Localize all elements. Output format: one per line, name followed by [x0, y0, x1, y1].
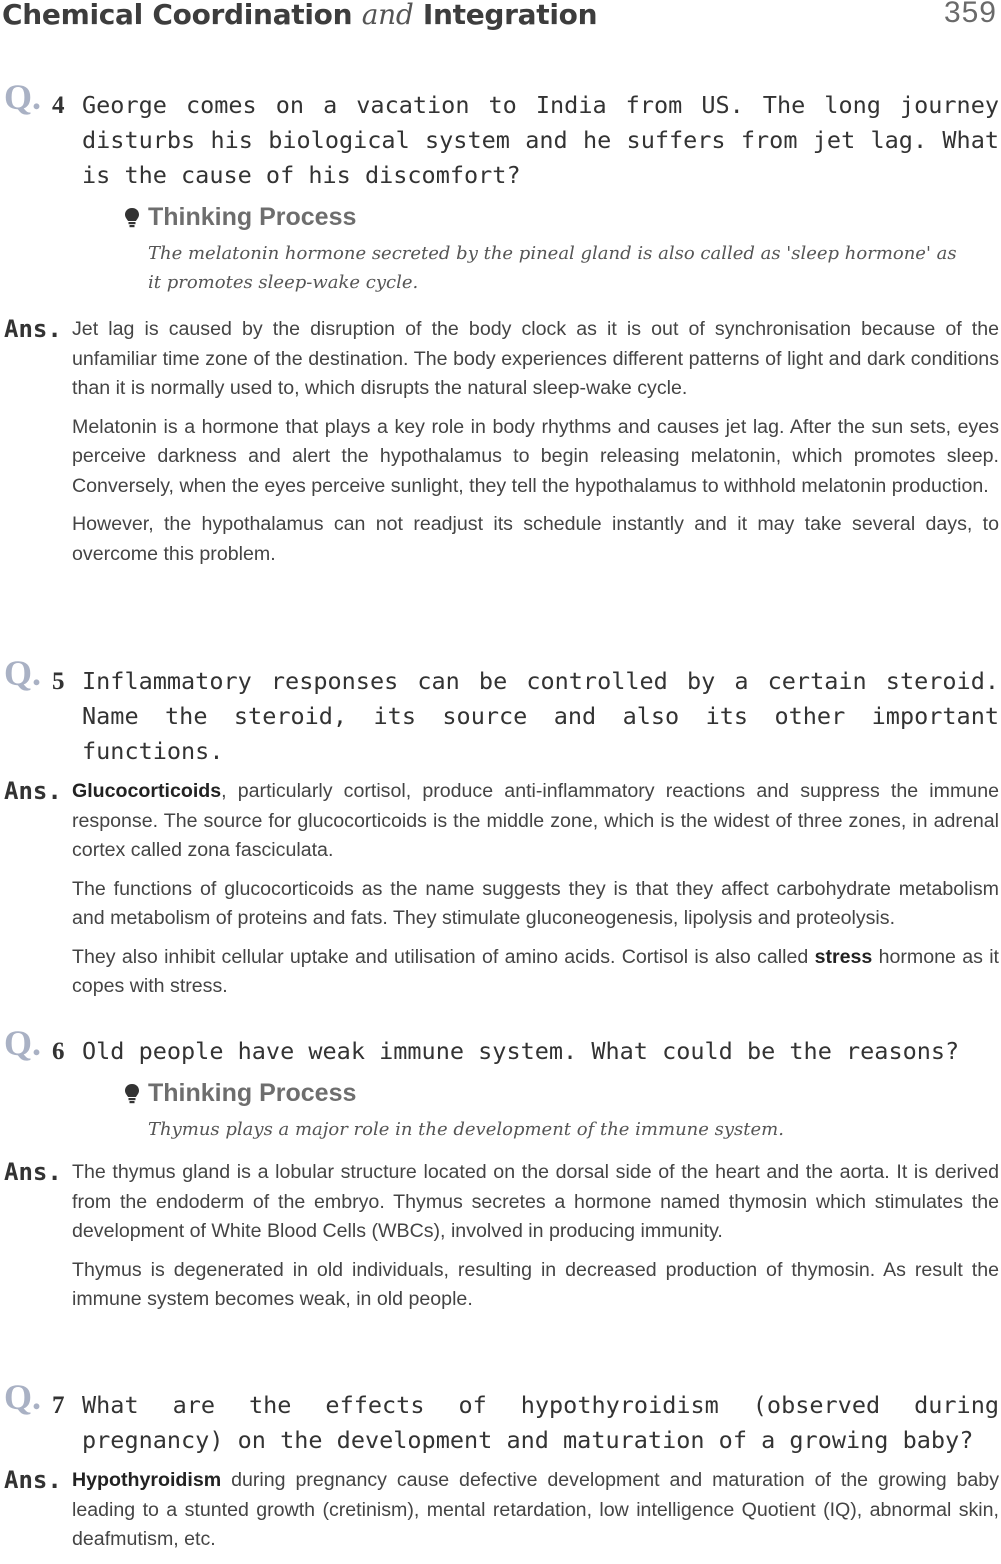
question-number: 4 — [52, 92, 65, 119]
question-4 — [0, 77, 1001, 193]
page-number: 359 — [943, 0, 997, 29]
answer-paragraph: The functions of glucocorticoids as the name suggests they is that they affect carbohydrate metabolism and metabolism of proteins and fats. They stimulate gluconeogenesis, lipolysis and proteolysis. — [72, 877, 999, 929]
question-7-block — [0, 1377, 1001, 1564]
thinking-process — [122, 1077, 1001, 1144]
question-mark: Q. — [4, 77, 42, 117]
bold-term: Hypothyroidism — [72, 1469, 222, 1491]
answer-paragraph: However, the hypothalamus can not readjust its schedule instantly and it may take several days, to overcome this problem. — [72, 513, 999, 565]
question-5-block — [0, 653, 1001, 1011]
answer-text: , particularly cortisol, produce anti-inflammatory reactions and suppress the immune response. The source for glucocorticoids is the middle zone, which is the widest of three zones, in adrenal cortex called zona fasciculata. — [72, 780, 999, 861]
question-5 — [0, 653, 1001, 769]
answer-4 — [0, 315, 1001, 569]
answer-label: Ans. — [4, 315, 62, 343]
question-number: 5 — [52, 668, 65, 695]
lightbulb-icon — [124, 207, 140, 229]
bold-term: Glucocorticoids — [72, 780, 222, 802]
question-text: George comes on a vacation to India from US. The long journey disturbs his biological system and he suffers from jet lag. What is the cause of his discomfort? — [82, 91, 999, 189]
answer-paragraph: Thymus is degenerated in old individuals, resulting in decreased production of thymosin. As result the immune system becomes weak, in old people. — [72, 1258, 999, 1310]
answer-paragraph: Jet lag is caused by the disruption of the body clock as it is out of synchronisation because of the unfamiliar time zone of the destination. The body experiences different patterns of light and dark conditions than it is normally used to, which disrupts the natural sleep-wake cycle. — [72, 318, 999, 399]
chapter-title-part1: Chemical Coordination — [2, 0, 362, 31]
question-7 — [0, 1377, 1001, 1458]
chapter-title-and: and — [361, 0, 414, 31]
question-number: 6 — [52, 1038, 65, 1065]
answer-text: during pregnancy cause defective development and maturation of the growing baby leading to a stunted growth (cretinism), mental retardation, low intelligence Quotient (IQ), abnormal skin, deafmutism, etc. — [72, 1469, 999, 1550]
lightbulb-icon — [124, 1083, 140, 1105]
answer-paragraph: The thymus gland is a lobular structure located on the dorsal side of the heart and the aorta. It is derived from the endoderm of the embryo. Thymus secretes a hormone named thymosin which stimulates the development of White Blood Cells (WBCs), involved in producing immunity. — [72, 1161, 999, 1242]
question-mark: Q. — [4, 1023, 42, 1063]
answer-label: Ans. — [4, 777, 62, 805]
question-text: What are the effects of hypothyroidism (observed during pregnancy) on the development and maturation of a growing baby? — [82, 1391, 999, 1454]
answer-text: They also inhibit cellular uptake and utilisation of amino acids. Cortisol is also called — [72, 945, 815, 968]
thinking-process-heading — [122, 1077, 1001, 1109]
thinking-heading-text: Thinking Process — [148, 1079, 357, 1107]
thinking-process-text: The melatonin hormone secreted by the pineal gland is also called as 'sleep hormone' as it promotes sleep-wake cycle. — [148, 243, 957, 293]
question-6-block — [0, 1023, 1001, 1324]
answer-5 — [0, 777, 1001, 1002]
answer-label: Ans. — [4, 1158, 62, 1186]
answer-7 — [0, 1466, 1001, 1555]
thinking-process — [122, 201, 1001, 297]
answer-paragraph: Melatonin is a hormone that plays a key role in body rhythms and causes jet lag. After the sun sets, eyes perceive darkness and alert the hypothalamus to begin releasing melatonin, which promotes sleep. Conversely, when the eyes perceive sunlight, they tell the hypothalamus to withhold melatonin production. — [72, 415, 999, 497]
answer-text: hormone as it copes with stress. — [72, 945, 999, 997]
question-mark: Q. — [4, 653, 42, 693]
answer-6 — [0, 1158, 1001, 1315]
answer-paragraph — [72, 777, 999, 866]
chapter-title-part2: Integration — [413, 0, 598, 31]
bold-term: stress — [814, 945, 873, 968]
answer-paragraph — [72, 1466, 999, 1555]
question-mark: Q. — [4, 1377, 42, 1417]
chapter-title — [2, 0, 597, 31]
question-6 — [0, 1023, 1001, 1069]
question-number: 7 — [52, 1392, 65, 1419]
answer-paragraph — [72, 943, 999, 1002]
page-header — [0, 0, 1001, 40]
thinking-heading-text: Thinking Process — [148, 203, 357, 231]
thinking-process-heading — [122, 201, 1001, 233]
question-4-block — [0, 77, 1001, 578]
question-text: Inflammatory responses can be controlled by a certain steroid. Name the steroid, its source and also its other important functions. — [82, 667, 999, 765]
answer-label: Ans. — [4, 1466, 62, 1494]
thinking-process-text: Thymus plays a major role in the development of the immune system. — [148, 1119, 784, 1140]
question-text: Old people have weak immune system. What could be the reasons? — [82, 1037, 960, 1065]
